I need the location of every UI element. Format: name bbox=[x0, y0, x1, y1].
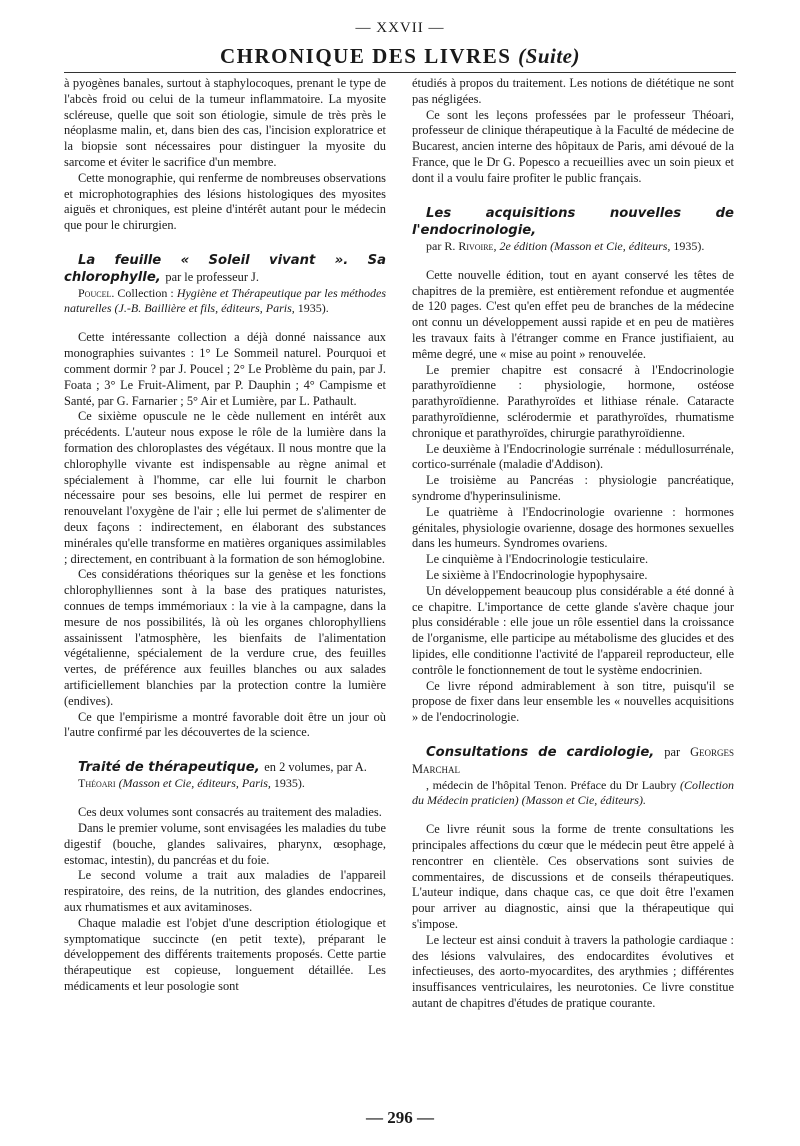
page-title bbox=[0, 44, 800, 69]
left-column bbox=[64, 76, 386, 995]
right-column bbox=[412, 76, 734, 1012]
review-byline: par R. Rivoire, 2e édition (Masson et Cie, éditeurs, 1935). bbox=[426, 238, 705, 253]
review-paragraph: Le second volume a trait aux maladies de l'appareil respiratoire, des reins, de la nutrition, des glandes endocrines, aux rhumatismes et aux avitaminoses. bbox=[64, 868, 386, 915]
review-paragraph: Ce livre répond admirablement à son titre, puisqu'il se propose de fixer dans leur ensemble les « nouvelles acquisitions » de l'endocrinologie. bbox=[412, 678, 734, 725]
review-paragraph: Le troisième au Pancréas : physiologie pancréatique, syndrome d'hyperinsulinisme. bbox=[412, 473, 734, 503]
review-paragraph: Le deuxième à l'Endocrinologie surrénale : médullosurrénale, cortico-surrénale (maladie d'Addison). bbox=[412, 441, 734, 472]
review-paragraph: Le sixième à l'Endocrinologie hypophysaire. bbox=[426, 567, 648, 582]
review-byline: Théoari (Masson et Cie, éditeurs, Paris, 1935). bbox=[78, 776, 305, 791]
review-paragraph: Le cinquième à l'Endocrinologie testiculaire. bbox=[426, 552, 649, 567]
continuation-paragraph: à pyogènes banales, surtout à staphylocoques, prenant le type de l'abcès froid ou celui de la tumeur inflammatoire. La myosite scléreuse, quelle que soit son étiologie, simule de très près le néoplasme malin, et, dans bien des cas, l'incision exploratrice et la biopsie sont nécessaires pour distinguer la myosite du sarcome et éviter le sacrifice d'un membre. bbox=[64, 76, 386, 169]
review-byline: Poucel. Collection : Hygiène et Thérapeutique par les méthodes naturelles (J.-B. Baillière et fils, éditeurs, Paris, 1935). bbox=[64, 285, 386, 316]
review-paragraph: Cette intéressante collection a déjà donné naissance aux monographies suivantes : 1° Le Sommeil naturel. Pourquoi et comment dormir ? par J. Poucel ; 2° Le Problème du pain, par J. Foata ; 3° Le Fruit-Aliment, par P. Dauphin ; 4° Campisme et Santé, par G. Farnarier ; 5° Air et Lumière, par L. Pathault. bbox=[64, 330, 386, 408]
title-text: CHRONIQUE DES LIVRES bbox=[220, 44, 512, 68]
review-paragraph: Ce livre réunit sous la forme de trente consultations les principales affections du cœur que le médecin peut être appelé à rencontrer en clientèle. Ces observations sont suivies de commentaires, de discussions et de conseils thérapeutiques. L'auteur indique, dans chaque cas, ce que doit être l'examen pour arriver au diagnostic, ainsi que la thérapeutique qui s'impose. bbox=[412, 822, 734, 932]
review-title: Traité de thérapeutique, en 2 volumes, par A. bbox=[78, 760, 367, 776]
review-byline: , médecin de l'hôpital Tenon. Préface du Dr Laubry (Collection du Médecin praticien) (Masson et Cie, éditeurs). bbox=[412, 777, 734, 808]
review-paragraph: Dans le premier volume, sont envisagées les maladies du tube digestif (bouche, glandes salivaires, pharynx, œsophage, estomac, intestin), du pancréas et du foie. bbox=[64, 821, 386, 867]
title-suffix: (Suite) bbox=[518, 44, 580, 68]
review-title: Consultations de cardiologie, par Georges Marchal bbox=[412, 744, 735, 776]
review-paragraph: Un développement beaucoup plus considérable a été donné à ce chapitre. L'importance de cette glande s'avère chaque jour plus considérable : elle joue un rôle essentiel dans la croissance de l'organisme, elle participe au métabolisme des glucides et des lipides, elle conditionne l'activité de l'appareil reproducteur, elle contrôle le fonctionnement de tout le système endocrinien. bbox=[412, 583, 734, 677]
review-author: Poucel bbox=[78, 285, 112, 300]
review-paragraph: Chaque maladie est l'objet d'une description étiologique et symptomatique succincte (en petit texte), préparant le développement des différents traitements proposés. Cette partie thérapeutique est copieuse, longuement détaillée. Les médicaments et leur posologie sont bbox=[64, 915, 386, 994]
header-rule bbox=[64, 72, 736, 73]
review-author: Georges Marchal bbox=[412, 744, 735, 776]
review-title: Les acquisitions nouvelles de l'endocrinologie, bbox=[412, 205, 734, 238]
roman-page-number: — XXVII — bbox=[355, 20, 445, 36]
review-paragraph: Cette nouvelle édition, tout en ayant conservé les têtes de chapitres de la première, est entièrement refondue et augmentée de 120 pages. C'est qu'en effet peu de branches de la médecine ont connu un développement aussi rapide et en peu de matières les travaux faits à l'étranger comme en France justifiaient, au même degré, une « mise au point » renouvelée. bbox=[412, 267, 734, 361]
review-paragraph: Ces considérations théoriques sur la genèse et les fonctions chlorophylliennes sont à la base des pratiques naturistes, connues de temps immémoriaux : la vie à la campagne, dans la mesure de nos possibilités, là où les organes chlorophylliens assainissent l'atmosphère, les bienfaits de l'alimentation végétalienne, spécialement de la verdure crue, des feuilles vertes, de préférence aux feuilles blanches ou aux salades artificiellement blanchies par la protection contre la lumière (endives). bbox=[64, 567, 386, 708]
continuation-paragraph: étudiés à propos du traitement. Les notions de diététique ne sont pas négligées. bbox=[412, 76, 734, 106]
review-paragraph: Ce que l'empirisme a montré favorable doit être un jour où l'autre confirmé par les découvertes de la science. bbox=[64, 709, 386, 740]
review-paragraph: Le quatrième à l'Endocrinologie ovarienne : hormones génitales, physiologie ovarienne, dosage des hormones sexuelles dans les humeurs. Syndromes ovariens. bbox=[412, 504, 734, 551]
review-paragraph: Ces deux volumes sont consacrés au traitement des maladies. bbox=[78, 805, 382, 820]
review-author: Théoari bbox=[78, 776, 116, 791]
review-paragraph: Le lecteur est ainsi conduit à travers la pathologie cardiaque : des lésions valvulaires, des endocardites évolutives et infectieuses, des aorto-myocardites, des arythmies ; différentes insuffisances ventriculaires, les neurotonies. Ce livre constitue autant de chapitres d'études de pratique courante. bbox=[412, 932, 734, 1011]
review-paragraph: Le premier chapitre est consacré à l'Endocrinologie parathyroïdienne : physiologie, hormone, ostéose parathyroïdienne. Parathyroïdes et lithiase rénale. Cataracte parathyroïdienne, sclérodermie et parathyroïdes, rhumatisme chronique et parathyroïdes, chirurgie parathyroïdienne. bbox=[412, 362, 734, 440]
continuation-paragraph: Cette monographie, qui renferme de nombreuses observations et microphotographies des lésions histologiques des myosites aiguës et chroniques, est pleine d'intérêt autant pour le médecin que pour le chirurgien. bbox=[64, 170, 386, 233]
review-author: Rivoire bbox=[458, 238, 494, 253]
continuation-paragraph: Ce sont les leçons professées par le professeur Théoari, professeur de clinique thérapeutique à la Faculté de médecine de Bucarest, ancien interne des hôpitaux de Paris, ami dévoué de la France, que le Dr G. Popesco a recueillies avec un soin pieux et dont il a voulu faire profiter le public français. bbox=[412, 107, 734, 185]
page-number: — 296 — bbox=[366, 1108, 434, 1127]
review-paragraph: Ce sixième opuscule ne le cède nullement en intérêt aux précédents. L'auteur nous expose le rôle de la lumière dans la formation des chloroplastes des végétaux. Il nous montre que la chlorophylle vivante est indispensable au règne animal et spécialement à l'homme, car elle lui fournit le charbon nécessaire pour ses besoins, elle lui permet de respirer en renouvelant l'oxygène de l'air ; elle lui permet de s'alimenter de deux façons : indirectement, en élaborant des substances minérales qu'elle transforme en matières organiques assimilables ; directement, en contribuant à la formation de son hémoglobine. bbox=[64, 409, 386, 566]
review-title: La feuille « Soleil vivant ». Sa chlorophylle, par le professeur J. bbox=[64, 252, 386, 285]
